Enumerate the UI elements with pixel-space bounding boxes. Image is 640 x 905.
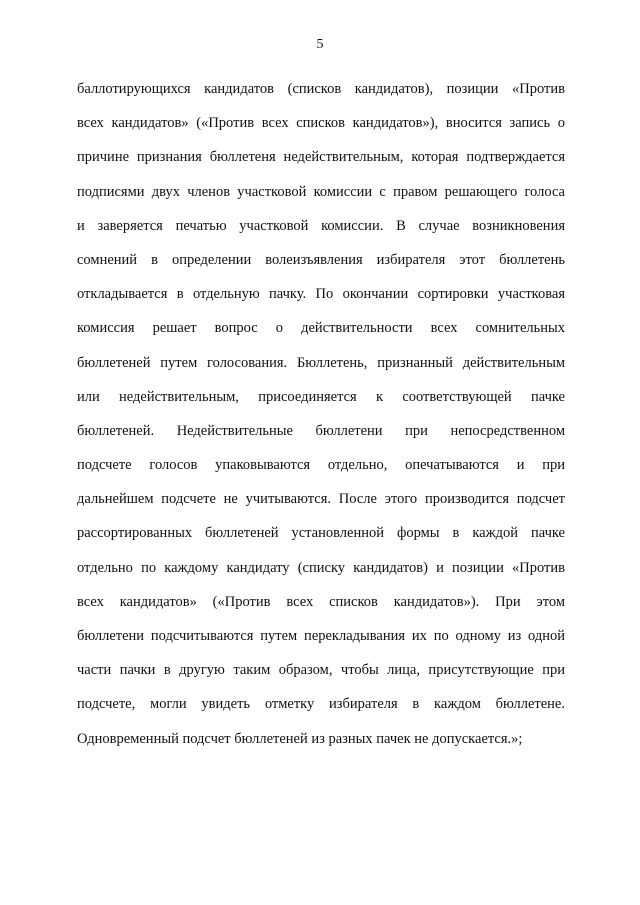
text-line: комиссия решает вопрос о действительности всех сомнительных [77, 320, 565, 337]
text-line: или недействительным, присоединяется к соответствующей пачке [77, 388, 565, 405]
text-line: всех кандидатов» («Против всех списков кандидатов»). При этом [77, 593, 565, 610]
text-line: сомнений в определении волеизъявления избирателя этот бюллетень [77, 251, 565, 268]
text-line: отдельно по каждому кандидату (списку кандидатов) и позиции «Против [77, 559, 565, 576]
text-line: рассортированных бюллетеней установленной формы в каждой пачке [77, 525, 565, 542]
text-line: бюллетеней. Недействительные бюллетени при непосредственном [77, 422, 565, 439]
text-line: всех кандидатов» («Против всех списков кандидатов»), вносится запись о [77, 115, 565, 132]
text-line: баллотирующихся кандидатов (списков кандидатов), позиции «Против [77, 81, 565, 97]
text-line: и заверяется печатью участковой комиссии. В случае возникновения [77, 217, 565, 234]
text-line: части пачки в другую таким образом, чтобы лица, присутствующие при [77, 662, 565, 679]
document-paragraph [77, 72, 565, 756]
text-line: бюллетеней путем голосования. Бюллетень, признанный действительным [77, 354, 565, 371]
text-line: откладывается в отдельную пачку. По окончании сортировки участковая [77, 286, 565, 303]
text-line: причине признания бюллетеня недействительным, которая подтверждается [77, 149, 565, 166]
text-line: подсчете голосов упаковываются отдельно, опечатываются и при [77, 457, 565, 474]
text-line: бюллетени подсчитываются путем перекладывания их по одному из одной [77, 628, 565, 644]
page-number: 5 [316, 37, 324, 52]
text-line: подсчете, могли увидеть отметку избирателя в каждом бюллетене. [77, 696, 565, 713]
text-line: Одновременный подсчет бюллетеней из разных пачек не допускается.»; [77, 730, 523, 747]
text-line: дальнейшем подсчете не учитываются. После этого производится подсчет [77, 491, 565, 508]
text-line: подписями двух членов участковой комиссии с правом решающего голоса [77, 183, 565, 200]
